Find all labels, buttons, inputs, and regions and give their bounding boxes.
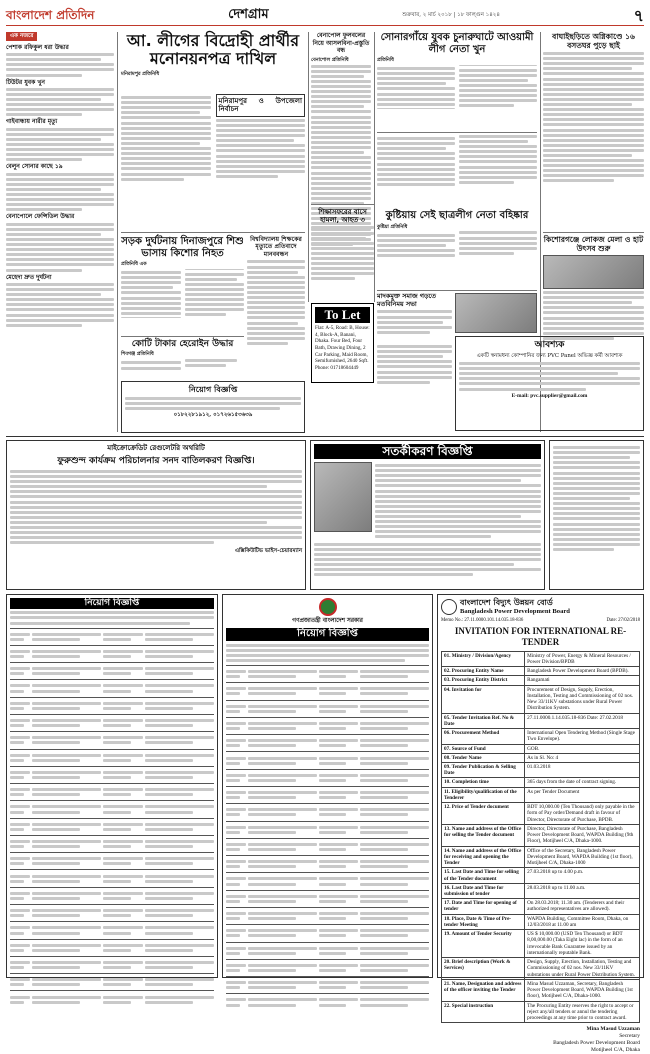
tender-row-value: GOB. [525, 744, 640, 753]
tender-row-value: 01.03.2018 [525, 763, 640, 778]
table-row [10, 973, 214, 990]
table-row [10, 887, 214, 904]
lead-byline: মনিরামপুর প্রতিনিধি [121, 71, 160, 78]
table-row [10, 818, 214, 835]
tender-table [441, 651, 640, 1023]
tender-row-value: International Open Tendering Method (Single Stage Two Envelope). [525, 729, 640, 744]
tender-row-value: Design, Supply, Erection, Installation, Testing and Commissioning of 02 nos. New 33/11KV substations under Rural Power Distribution System. [525, 958, 640, 980]
brief-title: গাইবান্ধায় নারীর মৃত্যু [6, 118, 58, 126]
tender-row-key: 09. Tender Publication & Selling Date [442, 763, 525, 778]
table-row [10, 679, 214, 696]
table-row [226, 665, 429, 682]
tender-row-value: 27.11.0000.1.14.035.18-836 Date: 27.02.2018 [525, 713, 640, 728]
kushtia-byline: কুষ্টিয়া প্রতিনিধি [377, 223, 408, 230]
tender-row-key: 06. Procurement Method [442, 729, 525, 744]
table-row [226, 682, 429, 699]
tender-row-value: As in Sl. No: 4 [525, 753, 640, 762]
table-row [226, 976, 429, 993]
tender-signatory-name: Mina Masud Uzzaman [586, 1026, 640, 1033]
table-row [226, 855, 429, 872]
tender-row-key: 11. Eligibility/qualification of the Tenderer [442, 787, 525, 802]
tender-row [442, 899, 640, 914]
pvc-ad-title: আবশ্যক [534, 340, 565, 350]
table-row [226, 942, 429, 959]
kishoreganj-story [543, 235, 644, 347]
table-row [10, 869, 214, 886]
kishoreganj-headline: কিশোরগঞ্জে লোকজ মেলা ও হাট উৎসব শুরু [543, 235, 644, 253]
tender-row [442, 930, 640, 958]
tender-row-key: 12. Price of Tender document [442, 803, 525, 825]
bpdb-logo-icon [441, 599, 457, 615]
recruitment-ad-phone: ০১৮২২৮১৯১২, ০১৭২৬১৫৩৬৩৯ [173, 412, 253, 419]
table-row [10, 645, 214, 662]
sonargaon-byline: প্রতিনিধি [377, 57, 394, 63]
tender-signatory-addr: Motijheel C/A, Dhaka [590, 1046, 640, 1053]
tender-row [442, 729, 640, 744]
tender-row-value: WAPDA Building, Committee Room, Dhaka, on 12/03/2018 at 11.00 am [525, 914, 640, 929]
brief-title: মেহেদা দ্রুত দুর্ঘটনা [6, 273, 52, 281]
table-row [226, 717, 429, 734]
bottom-mid-org: গণপ্রজাতন্ত্রী বাংলাদেশ সরকার [292, 618, 363, 624]
tender-row-value: Procurement of Design, Supply, Erection, Installation, Testing and Commissioning of 02 nos. New 33/11KV substations under Rural Power Distribution System. [525, 685, 640, 713]
caution-photo [314, 462, 372, 532]
tender-row [442, 676, 640, 685]
tender-row [442, 868, 640, 883]
meeting-story [377, 293, 452, 341]
tender-row [442, 824, 640, 846]
bpdb-org-bn: বাংলাদেশ বিদ্যুৎ উন্নয়ন বোর্ড [460, 598, 553, 607]
masthead [6, 6, 644, 26]
tender-row-value: BDT 10,000.00 (Ten Thousand) only payable in the form of Pay order/Demand draft in favour of Director, Directorate of Purchase, BPDB. [525, 803, 640, 825]
tender-row-key: 07. Source of Fund [442, 744, 525, 753]
tender-row-key: 05. Tender Invitation Ref. No & Date [442, 713, 525, 728]
table-row [10, 628, 214, 645]
page-number: ৭ [633, 5, 644, 25]
tender-row [442, 685, 640, 713]
table-row [10, 766, 214, 783]
caution-title: সতর্কীকরণ বিজ্ঞপ্তি [314, 444, 541, 459]
brief-title: টিউটর যুবক খুন [6, 78, 45, 86]
pvc-ad-email: E-mail: pvc.supplier@gmail.com [511, 392, 588, 399]
tender-row-key: 21. Name, Designation and address of the officer inviting the Tender [442, 979, 525, 1001]
bottom-mid-ad-title: নিয়োগ বিজ্ঞপ্তি [226, 628, 429, 641]
tender-row-key: 18. Place, Date & Time of Pre-tender Meeting [442, 914, 525, 929]
table-row [10, 990, 214, 1007]
kushtia-story [377, 210, 537, 290]
sonargaon-headline: সোনারগাঁয়ে যুবক চুনারুঘাটে আওয়ামী লীগ নেতা খুন [380, 32, 534, 55]
tender-row-key: 13. Name and address of the Office for selling the Tender document [442, 824, 525, 846]
tender-row [442, 958, 640, 980]
tender-row-key: 10. Completion time [442, 778, 525, 787]
bottom-left-recruitment-ad [6, 594, 218, 978]
tender-row [442, 1001, 640, 1023]
table-row [226, 872, 429, 889]
tender-row-value: Ministry of Power, Energy & Mineral Resources / Power Division/BPDB [525, 651, 640, 666]
benapol-kicker: বেনাপোল ফুলবলের নিয়ে আসলবিনা-প্রস্তুতি বন্ধ [312, 32, 370, 54]
road-headline: সড়ক দুর্ঘটনায় দিনাজপুরে শিশু ভাসায় কিশোর নিহত [121, 236, 244, 259]
tender-row-value: Mina Masud Uzzaman, Secretary, Bangladesh Power Development Board, WAPDA Building (1st floor), Motijheel C/A, Dhaka-1000. [525, 979, 640, 1001]
tender-row [442, 713, 640, 728]
table-row [10, 835, 214, 852]
tender-signatory-org: Bangladesh Power Development Board [553, 1039, 640, 1046]
micro-credit-sign: এক্সিকিউটিভ ভাইস-চেয়ারম্যান [234, 548, 302, 555]
tender-date: Date: 27/02/2018 [606, 618, 640, 624]
table-row [226, 907, 429, 924]
recruitment-ad-title: নিয়োগ বিজ্ঞপ্তি [188, 385, 238, 394]
sonargaon-continued [377, 135, 537, 207]
meeting-headline: মাদকমুক্ত সমাজ গড়তে মতবিনিময় সভা [377, 292, 436, 308]
table-row [10, 852, 214, 869]
road-byline: প্রতিনিধি এক [121, 261, 147, 267]
tender-row [442, 753, 640, 762]
dateline: শুক্রবার, ২ মার্চ ২০১৮ | ১৮ ফাল্গুন ১৪২৪ [402, 12, 500, 19]
tender-row-key: 04. Invitation for [442, 685, 525, 713]
table-row [10, 904, 214, 921]
tender-row-value: The Procuring Entity reserves the right to accept or reject any/all tenders or annul the tendering proceedings at any time prior to contract award. [525, 1001, 640, 1023]
tender-row [442, 914, 640, 929]
heroin-story [121, 339, 244, 379]
pvc-ad-body: একটি স্বনামধন্য কোম্পানির জন্য PVC Panel অভিজ্ঞ কর্মী আবশ্যক [476, 353, 623, 360]
table-row [226, 924, 429, 941]
tender-row [442, 979, 640, 1001]
road-story [121, 236, 244, 336]
caution-ad [310, 440, 545, 590]
section-title: দেশগ্রাম [228, 7, 269, 23]
table-row [10, 956, 214, 973]
tender-signatory-title: Secretary [619, 1033, 640, 1040]
table-row [10, 939, 214, 956]
tender-row-value: Rangamati [525, 676, 640, 685]
fire-story [543, 32, 644, 232]
bottom-left-ad-title: নিয়োগ বিজ্ঞপ্তি [10, 598, 214, 609]
tender-row-key: 15. Last Date and Time for selling of the Tender document [442, 868, 525, 883]
table-row [226, 838, 429, 855]
lead-headline: আ. লীগের বিদ্রোহী প্রার্থীর মনোনয়নপত্র দাখিল [126, 31, 300, 68]
bpdb-org-en: Bangladesh Power Development Board [460, 608, 570, 615]
tender-row-value: 27.03.2018 up to 4.00 p.m. [525, 868, 640, 883]
tender-row-key: 01. Ministry / Division/Agency [442, 651, 525, 666]
brief-title: বেলুন সোনার কাছে ১৯ [6, 163, 63, 171]
heroin-headline: কোটি টাকার হেরোইন উদ্ধার [131, 339, 234, 349]
table-row [10, 697, 214, 714]
pvc-ad [455, 336, 644, 431]
tender-row-key: 20. Brief description (Work & Services) [442, 958, 525, 980]
teacher-headline: বিশ্ববিদ্যালয় শিক্ষকের মৃত্যুতে প্রতিবাদে মানববন্ধন [250, 236, 302, 258]
brief-title: বেনাপোলে ফেন্সিডিল উদ্ধার [6, 213, 75, 221]
tender-row [442, 803, 640, 825]
table-row [226, 769, 429, 786]
table-row [10, 783, 214, 800]
table-row [226, 803, 429, 820]
micro-credit-ad [6, 440, 306, 590]
table-row [10, 714, 214, 731]
briefs-tag: এক নজরে [6, 32, 37, 41]
tender-row-value: US $ 10,000.00 (USD Ten Thousand) or BDT 8,00,000.00 (Taka Eight lac) in the form of an irrevocable Bank Guarantee issued by an internationally reputable Bank. [525, 930, 640, 958]
bus-story [311, 208, 374, 300]
lead-side-title: মনিরামপুর ও উপজেলা নির্বাচন [218, 97, 302, 114]
table-row [10, 800, 214, 817]
tender-row-key: 02. Procuring Entity Name [442, 667, 525, 676]
tender-row [442, 763, 640, 778]
table-row [226, 700, 429, 717]
tender-row-value: 28.03.2018 up to 11.00 a.m. [525, 883, 640, 898]
tender-row [442, 744, 640, 753]
tender-row-key: 08. Tender Name [442, 753, 525, 762]
tender-row-value: Office of the Secretary, Bangladesh Power Development Board, WAPDA Building (1st floor), Motijheel C/A, Dhaka-1000 [525, 846, 640, 868]
table-row [226, 786, 429, 803]
fair-photo [543, 255, 644, 289]
tender-row-key: 19. Amount of Tender Security [442, 930, 525, 958]
to-let-title: To Let [315, 307, 370, 323]
tender-memo: Memo No.: 27.11.0000.101.14.035.18-836 [441, 618, 524, 624]
lead-story-body [121, 94, 305, 229]
news-photo [455, 293, 537, 333]
tender-row [442, 883, 640, 898]
table-row [226, 821, 429, 838]
table-row [10, 749, 214, 766]
benapol-byline: বেনাপোল প্রতিনিধি [311, 56, 349, 63]
tender-row [442, 846, 640, 868]
kushtia-headline: কুষ্টিয়ায় সেই ছাত্রলীগ নেতা বহিষ্কার [385, 210, 529, 221]
bottom-mid-recruitment-ad [222, 594, 433, 978]
tender-row-value: 365 days from the date of contract signing. [525, 778, 640, 787]
tender-row-value: Bangladesh Power Development Board (BPDB). [525, 667, 640, 676]
to-let-ad [311, 303, 374, 383]
micro-credit-title: ফুরুশুন্দ কার্যক্রম পরিচালনার সনদ বাতিলকরণ বিজ্ঞপ্তি। [57, 455, 255, 466]
to-let-body: Flat: A-5, Road: B, House: 4, Block-A, Banani, Dhaka. Four Bed, Four Bath, Drawing Dining, 2 Car Parking, Maid Room, Semifurnished, 2640 Sqft. Phone: 01718604449 [315, 325, 370, 371]
fire-headline: বাঘাইছড়িতে অগ্নিকাণ্ডে ১৬ বসতঘর পুড়ে ছাই [552, 32, 635, 50]
tender-row-key: 16. Last Date and Time for submission of tender [442, 883, 525, 898]
table-row [226, 734, 429, 751]
tender-row [442, 667, 640, 676]
tender-row-value: Director, Directorate of Purchase, Bangladesh Power Development Board, WAPDA Building (9th Floor), Motijheel C/A, Dhaka-1000. [525, 824, 640, 846]
government-seal-icon [319, 598, 337, 616]
side-notice [549, 440, 644, 590]
lead-story-header [121, 32, 305, 92]
table-row [10, 662, 214, 679]
tender-row [442, 651, 640, 666]
bpdb-tender-ad [437, 594, 644, 1053]
brand-logo: বাংলাদেশ প্রতিদিন [6, 8, 95, 22]
tender-row-key: 03. Procuring Entity District [442, 676, 525, 685]
tender-row-value: As per Tender Document [525, 787, 640, 802]
heroin-byline: শিবগঞ্জ প্রতিনিধি [121, 351, 154, 358]
bus-headline: শিক্ষাসফরের বাসে হামলা, আহত ৩ [318, 208, 367, 225]
micro-credit-org: মাইক্রোক্রেডিট রেগুলেটরি অথরিটি [107, 443, 205, 452]
tender-row [442, 778, 640, 787]
tender-row-key: 17. Date and Time for opening of tender [442, 899, 525, 914]
tender-row-value: On 28.03.2018; 11.30 am. (Tenderers and their authorized representatives are allowed). [525, 899, 640, 914]
left-briefs-column [6, 32, 114, 432]
recruitment-ad [121, 381, 305, 433]
tender-row-key: 22. Special instruction [442, 1001, 525, 1023]
tender-row [442, 787, 640, 802]
tender-heading: INVITATION FOR INTERNATIONAL RE-TENDER [454, 626, 627, 648]
table-row [10, 921, 214, 938]
table-row [10, 731, 214, 748]
teacher-story [247, 236, 305, 356]
sonargaon-story [377, 32, 537, 132]
misc-brief [377, 343, 452, 383]
table-row [226, 890, 429, 907]
table-row [226, 993, 429, 1010]
table-row [226, 959, 429, 976]
tender-row-key: 14. Name and address of the Office for receiving and opening the Tender [442, 846, 525, 868]
table-row [226, 751, 429, 768]
brief-title: পেশাক রফিকুল ধরা উদ্ধার [6, 43, 69, 51]
